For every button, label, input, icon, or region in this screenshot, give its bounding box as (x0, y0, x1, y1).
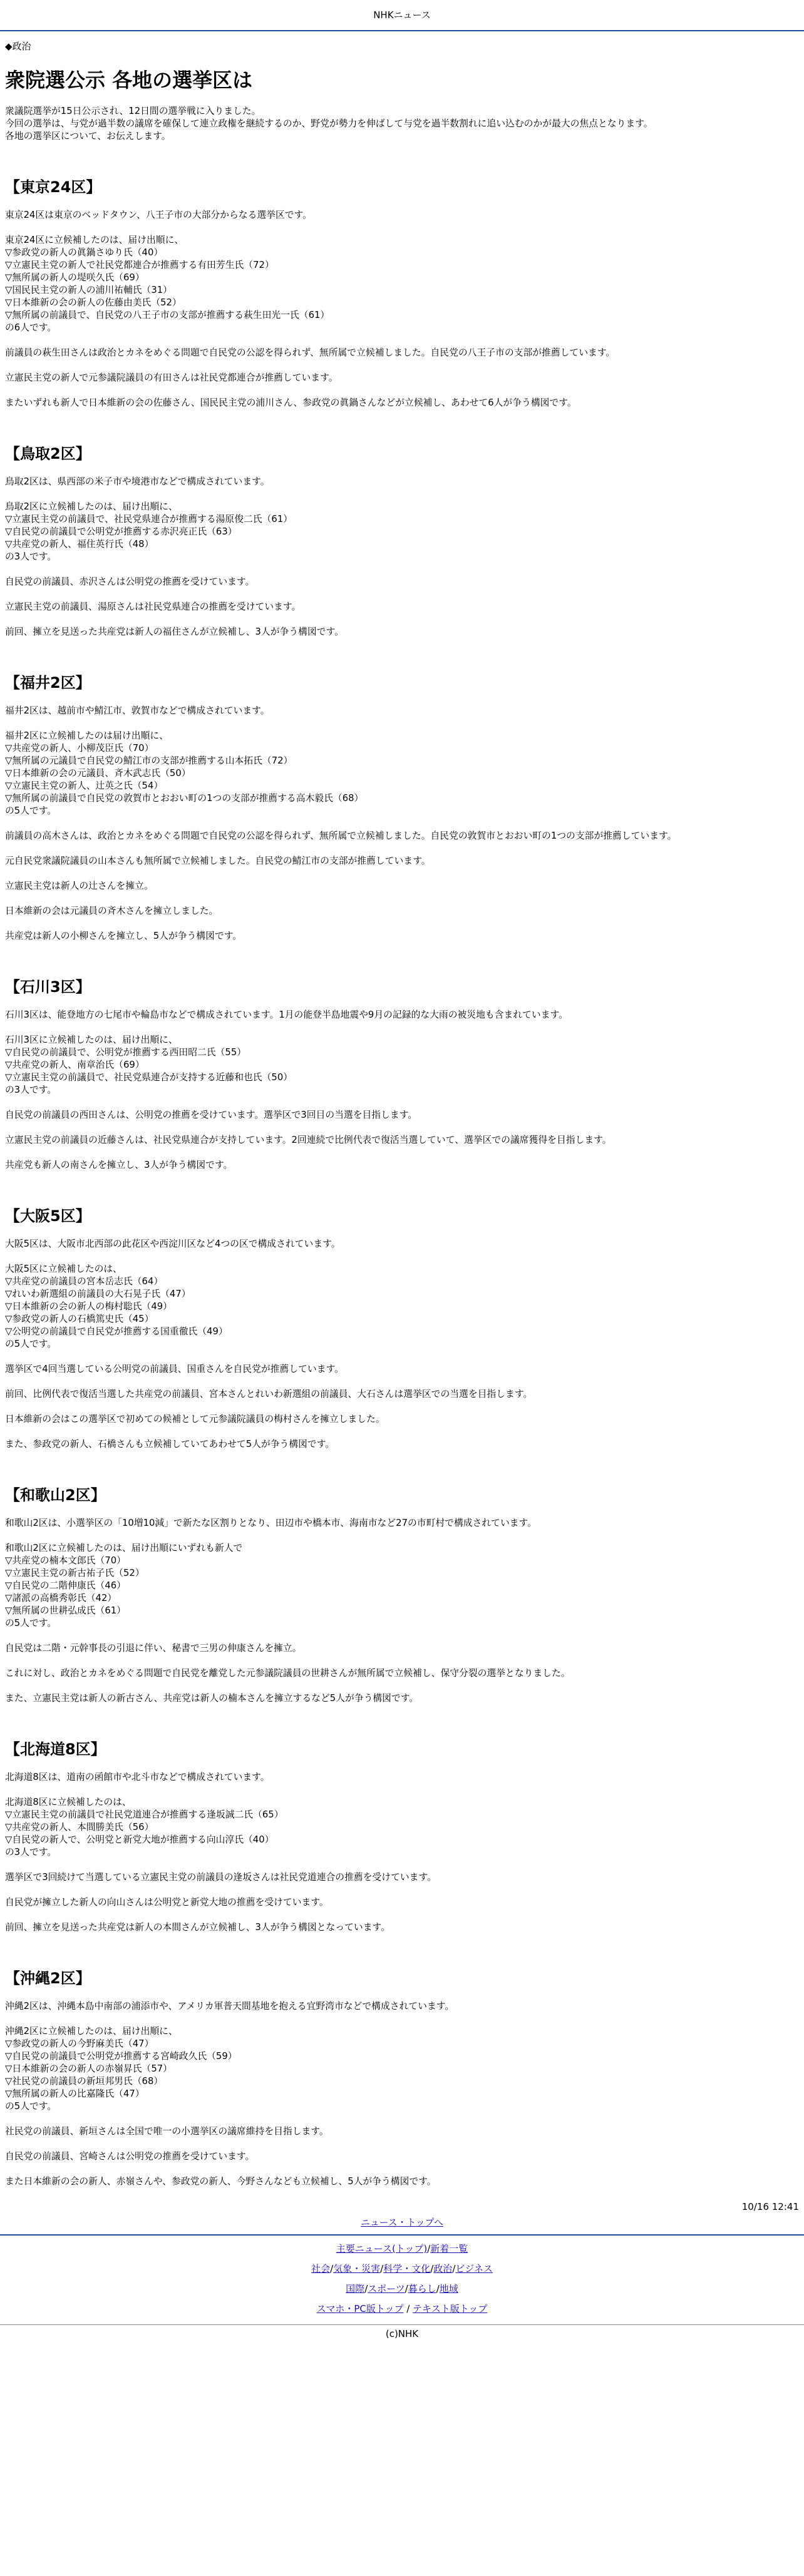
nav-society[interactable]: 社会 (311, 2263, 331, 2274)
candidate-line: ▽共産党の新人、本間勝美氏（56） (5, 1822, 154, 1832)
section-paragraph: 元自民党衆議院議員の山本さんも無所属で立候補しました。自民党の鯖江市の支部が推薦しています。 (5, 856, 431, 866)
footer-nav-row (0, 2302, 804, 2316)
candidate-line: 和歌山2区に立候補したのは、届け出順にいずれも新人で (5, 1543, 243, 1553)
candidate-line: ▽無所属の新人の比嘉隆氏（47） (5, 2088, 145, 2099)
section-paragraph: 前議員の萩生田さんは政治とカネをめぐる問題で自民党の公認を得られず、無所属で立候補しました。自民党の八王子市の支部が推薦しています。 (5, 347, 616, 358)
section-paragraph: 日本維新の会はこの選挙区で初めての候補として元参議院議員の梅村さんを擁立しました。 (5, 1414, 385, 1424)
nav-separator: / (427, 2243, 431, 2254)
candidate-line: の5人です。 (5, 2101, 57, 2112)
article (0, 68, 804, 2188)
candidate-line: ▽参政党の新人の眞鍋さゆり氏（40） (5, 247, 163, 258)
nav-weather[interactable]: 気象・災害 (333, 2263, 381, 2274)
nav-international[interactable]: 国際 (346, 2283, 365, 2294)
candidate-line: ▽無所属の前議員で、自民党の八王子市の支部が推薦する萩生田光一氏（61） (5, 310, 330, 320)
section-paragraph: 自民党の前議員、赤沢さんは公明党の推薦を受けています。 (5, 576, 255, 587)
candidate-line: ▽立憲民主党の新人、辻英之氏（54） (5, 780, 163, 791)
candidate-line: ▽無所属の新人の堤咲久氏（69） (5, 272, 145, 283)
candidate-line: ▽無所属の世耕弘成氏（61） (5, 1605, 126, 1616)
nav-sports[interactable]: スポーツ (368, 2283, 405, 2294)
candidate-line: 北海道8区に立候補したのは、 (5, 1797, 131, 1807)
section-paragraph: 立憲民主党の前議員の近藤さんは、社民党県連合が支持しています。2回連続で比例代表で復活当選していて、選挙区での議席獲得を目指します。 (5, 1135, 612, 1145)
section-paragraph: 自民党が擁立した新人の向山さんは公明党と新党大地の推薦を受けています。 (5, 1897, 329, 1908)
section-paragraph: また、参政党の新人、石橋さんも立候補していてあわせて5人が争う構図です。 (5, 1439, 335, 1449)
candidate-line: ▽立憲民主党の前議員で、社民党県連合が推薦する湯原俊二氏（61） (5, 514, 293, 524)
candidate-list (5, 2025, 799, 2113)
genre-label: ◆政治 (5, 41, 31, 52)
section-paragraph: 前回、擁立を見送った共産党は新人の福住さんが立候補し、3人が争う構図です。 (5, 626, 344, 637)
candidate-line: ▽立憲民主党の前議員で、社民党県連合が支持する近藤和也氏（50） (5, 1072, 293, 1083)
nav-separator: / (380, 2263, 384, 2274)
section-heading: 【沖縄2区】 (5, 1970, 91, 1987)
candidate-line: ▽無所属の元議員で自民党の鯖江市の支部が推薦する山本拓氏（72） (5, 755, 293, 766)
candidate-line: ▽共産党の新人、南章治氏（69） (5, 1060, 145, 1070)
copyright: (c)NHK (0, 2324, 804, 2345)
candidate-list (5, 501, 799, 563)
candidate-list (5, 234, 799, 334)
section-paragraph: これに対し、政治とカネをめぐる問題で自民党を離党した元参議院議員の世耕さんが無所属で立候補し、保守分裂の選挙となりました。 (5, 1668, 570, 1679)
section-heading: 【大阪5区】 (5, 1207, 91, 1225)
section-heading: 【福井2区】 (5, 674, 91, 692)
candidate-line: の5人です。 (5, 1339, 57, 1349)
section-paragraph: 選挙区で3回続けて当選している立憲民主党の前議員の逢坂さんは社民党道連合の推薦を受けています。 (5, 1872, 436, 1883)
candidate-list (5, 730, 799, 817)
candidate-line: 沖縄2区に立候補したのは、届け出順に、 (5, 2026, 178, 2037)
section-paragraph: 自民党の前議員の西田さんは、公明党の推薦を受けています。選挙区で3回目の当選を目指します。 (5, 1110, 418, 1120)
candidate-list (5, 1263, 799, 1351)
section-paragraph: また、立憲民主党は新人の新古さん、共産党は新人の楠本さんを擁立するなど5人が争う構図です。 (5, 1693, 419, 1704)
candidate-line: の5人です。 (5, 1618, 57, 1628)
section-intro: 北海道8区は、道南の函館市や北斗市などで構成されています。 (5, 1772, 270, 1782)
candidate-line: ▽日本維新の会の元議員、斉木武志氏（50） (5, 768, 191, 779)
candidate-line: ▽日本維新の会の新人の赤嶺昇氏（57） (5, 2063, 172, 2074)
section-paragraph: 社民党の前議員、新垣さんは全国で唯一の小選挙区の議席維持を目指します。 (5, 2126, 329, 2137)
candidate-line: の3人です。 (5, 1847, 57, 1858)
section-paragraph: 立憲民主党は新人の辻さんを擁立。 (5, 881, 153, 891)
back-to-top (0, 2217, 804, 2236)
candidate-line: ▽立憲民主党の新人で社民党都連合が推薦する有田芳生氏（72） (5, 260, 274, 270)
candidate-line: ▽自民党の前議員で公明党が推薦する赤沢亮正氏（63） (5, 526, 237, 537)
section-heading: 【石川3区】 (5, 978, 91, 996)
section-paragraph: 自民党の前議員、宮崎さんは公明党の推薦を受けています。 (5, 2151, 255, 2162)
candidate-line: ▽立憲民主党の新古祐子氏（52） (5, 1568, 145, 1578)
section-intro: 福井2区は、越前市や鯖江市、敦賀市などで構成されています。 (5, 705, 270, 716)
lead-line: 各地の選挙区について、お伝えします。 (5, 131, 171, 141)
nav-latest[interactable]: 新着一覧 (430, 2243, 468, 2254)
candidate-line: ▽諸派の高橋秀彰氏（42） (5, 1593, 117, 1603)
candidate-line: の5人です。 (5, 805, 57, 816)
lead-line: 衆議院選挙が15日公示され、12日間の選挙戦に入りました。 (5, 106, 261, 116)
candidate-line: ▽無所属の前議員で自民党の敦賀市とおおい町の1つの支部が推薦する高木毅氏（68） (5, 793, 364, 804)
candidate-line: ▽自民党の前議員で公明党が推薦する宮崎政久氏（59） (5, 2051, 237, 2062)
article-title: 衆院選公示 各地の選挙区は (5, 68, 253, 92)
nav-top-news[interactable]: 主要ニュース(トップ) (336, 2243, 428, 2254)
footer-nav-row (0, 2242, 804, 2256)
lead-line: 今回の選挙は、与党が過半数の議席を確保して連立政権を継続するのか、野党が勢力を伸ばして与党を過半数割れに追い込むのかが最大の焦点となります。 (5, 118, 653, 129)
candidate-line: の3人です。 (5, 1085, 57, 1095)
footer-nav-row (0, 2282, 804, 2296)
candidate-line: ▽日本維新の会の新人の佐藤由美氏（52） (5, 297, 182, 308)
candidate-line: ▽立憲民主党の前議員で社民党道連合が推薦する逢坂誠二氏（65） (5, 1809, 284, 1820)
nav-life[interactable]: 暮らし (408, 2283, 436, 2294)
candidate-line: ▽共産党の新人、福住英行氏（48） (5, 539, 154, 549)
candidate-list (5, 1796, 799, 1859)
site-header (0, 0, 804, 31)
section-heading: 【北海道8区】 (5, 1740, 106, 1758)
section-heading: 【鳥取2区】 (5, 445, 91, 463)
candidate-line: ▽日本維新の会の新人の梅村聡氏（49） (5, 1301, 172, 1312)
section-intro: 鳥取2区は、県西部の米子市や境港市などで構成されています。 (5, 476, 270, 487)
section-paragraph: 共産党は新人の小柳さんを擁立し、5人が争う構図です。 (5, 931, 242, 941)
candidate-line: ▽自民党の前議員で、公明党が推薦する西田昭二氏（55） (5, 1047, 247, 1058)
nav-region[interactable]: 地域 (439, 2283, 458, 2294)
candidate-line: 石川3区に立候補したのは、届け出順に、 (5, 1035, 178, 1045)
article-lead (5, 105, 799, 143)
section-intro: 和歌山2区は、小選挙区の「10増10減」で新たな区割りとなり、田辺市や橋本市、海南市など27の市町村で構成されています。 (5, 1518, 537, 1528)
nav-science[interactable]: 科学・文化 (383, 2263, 431, 2274)
nav-business[interactable]: ビジネス (455, 2263, 493, 2274)
nav-separator: / (430, 2263, 434, 2274)
section-intro: 東京24区は東京のベッドタウン、八王子市の大部分からなる選挙区です。 (5, 210, 312, 220)
candidate-line: 鳥取2区に立候補したのは、届け出順に、 (5, 501, 178, 512)
section-paragraph: 自民党は二階・元幹事長の引退に伴い、秘書で三男の伸康さんを擁立。 (5, 1643, 302, 1653)
candidate-line: ▽国民民主党の新人の浦川祐輔氏（31） (5, 285, 172, 295)
section-paragraph: 前議員の高木さんは、政治とカネをめぐる問題で自民党の公認を得られず、無所属で立候補しました。自民党の敦賀市とおおい町の1つの支部が推薦しています。 (5, 831, 677, 841)
candidate-line: 福井2区に立候補したのは届け出順に、 (5, 730, 168, 741)
nav-separator: / (364, 2283, 368, 2294)
nav-separator: / (436, 2283, 440, 2294)
section-paragraph: 前回、比例代表で復活当選した共産党の前議員、宮本さんとれいわ新選組の前議員、大石さんは選挙区での当選を目指します。 (5, 1389, 533, 1399)
candidate-list (5, 1034, 799, 1096)
candidate-line: 東京24区に立候補したのは、届け出順に、 (5, 235, 184, 245)
section-paragraph: 共産党も新人の南さんを擁立し、3人が争う構図です。 (5, 1160, 233, 1170)
nav-text-top[interactable]: テキスト版トップ (413, 2303, 488, 2314)
nav-politics[interactable]: 政治 (433, 2263, 453, 2274)
nav-separator: / (405, 2283, 408, 2294)
candidate-line: ▽公明党の前議員で自民党が推薦する国重徹氏（49） (5, 1326, 228, 1337)
section-paragraph: またいずれも新人で日本維新の会の佐藤さん、国民民主党の浦川さん、参政党の眞鍋さんなどが立候補し、あわせて6人が争う構図です。 (5, 397, 577, 408)
section-paragraph: 前回、擁立を見送った共産党は新人の本間さんが立候補し、3人が争う構図となっています。 (5, 1922, 390, 1933)
candidate-line: 大阪5区に立候補したのは、 (5, 1264, 122, 1274)
section-intro: 沖縄2区は、沖縄本島中南部の浦添市や、アメリカ軍普天間基地を抱える宜野湾市などで構成されています。 (5, 2001, 455, 2011)
section-paragraph: 立憲民主党の前議員、湯原さんは社民党県連合の推薦を受けています。 (5, 601, 301, 612)
nav-smartphone-pc[interactable]: スマホ・PC版トップ (316, 2303, 404, 2314)
back-to-top-link[interactable]: ニュース・トップへ (361, 2217, 443, 2228)
section-paragraph: 選挙区で4回当選している公明党の前議員、国重さんを自民党が推薦しています。 (5, 1364, 344, 1374)
candidate-line: ▽参政党の新人の石橋篤史氏（45） (5, 1314, 154, 1324)
section-paragraph: 立憲民主党の新人で元参議院議員の有田さんは社民党都連合が推薦しています。 (5, 372, 338, 383)
site-title: NHKニュース (373, 9, 431, 21)
nav-separator: / (403, 2303, 413, 2314)
footer-nav (0, 2242, 804, 2316)
footer-nav-row (0, 2262, 804, 2276)
section-paragraph: 日本維新の会は元議員の斉木さんを擁立しました。 (5, 906, 219, 916)
candidate-line: ▽共産党の楠本文郎氏（70） (5, 1555, 126, 1566)
candidate-line: ▽社民党の前議員の新垣邦男氏（68） (5, 2076, 163, 2087)
section-heading: 【和歌山2区】 (5, 1486, 106, 1504)
nav-separator: / (452, 2263, 456, 2274)
section-paragraph: また日本維新の会の新人、赤嶺さんや、参政党の新人、今野さんなども立候補し、5人が争う構図です。 (5, 2176, 436, 2187)
candidate-list (5, 1542, 799, 1630)
candidate-line: ▽自民党の新人で、公明党と新党大地が推薦する向山淳氏（40） (5, 1834, 274, 1845)
candidate-line: の6人です。 (5, 322, 57, 333)
candidate-line: ▽れいわ新選組の前議員の大石晃子氏（47） (5, 1289, 191, 1299)
section-intro: 大阪5区は、大阪市北西部の此花区や西淀川区など4つの区で構成されています。 (5, 1239, 341, 1249)
section-intro: 石川3区は、能登地方の七尾市や輪島市などで構成されています。1月の能登半島地震や9月の記録的な大雨の被災地も含まれています。 (5, 1009, 568, 1020)
article-timestamp: 10/16 12:41 (741, 2201, 799, 2212)
candidate-line: ▽参政党の新人の今野麻美氏（47） (5, 2038, 154, 2049)
candidate-line: の3人です。 (5, 551, 57, 562)
nav-separator: / (330, 2263, 334, 2274)
candidate-line: ▽自民党の二階伸康氏（46） (5, 1580, 126, 1591)
district-sections (5, 178, 799, 2188)
section-heading: 【東京24区】 (5, 178, 101, 196)
candidate-line: ▽共産党の新人、小柳茂臣氏（70） (5, 743, 154, 754)
candidate-line: ▽共産党の前議員の宮本岳志氏（64） (5, 1276, 163, 1287)
